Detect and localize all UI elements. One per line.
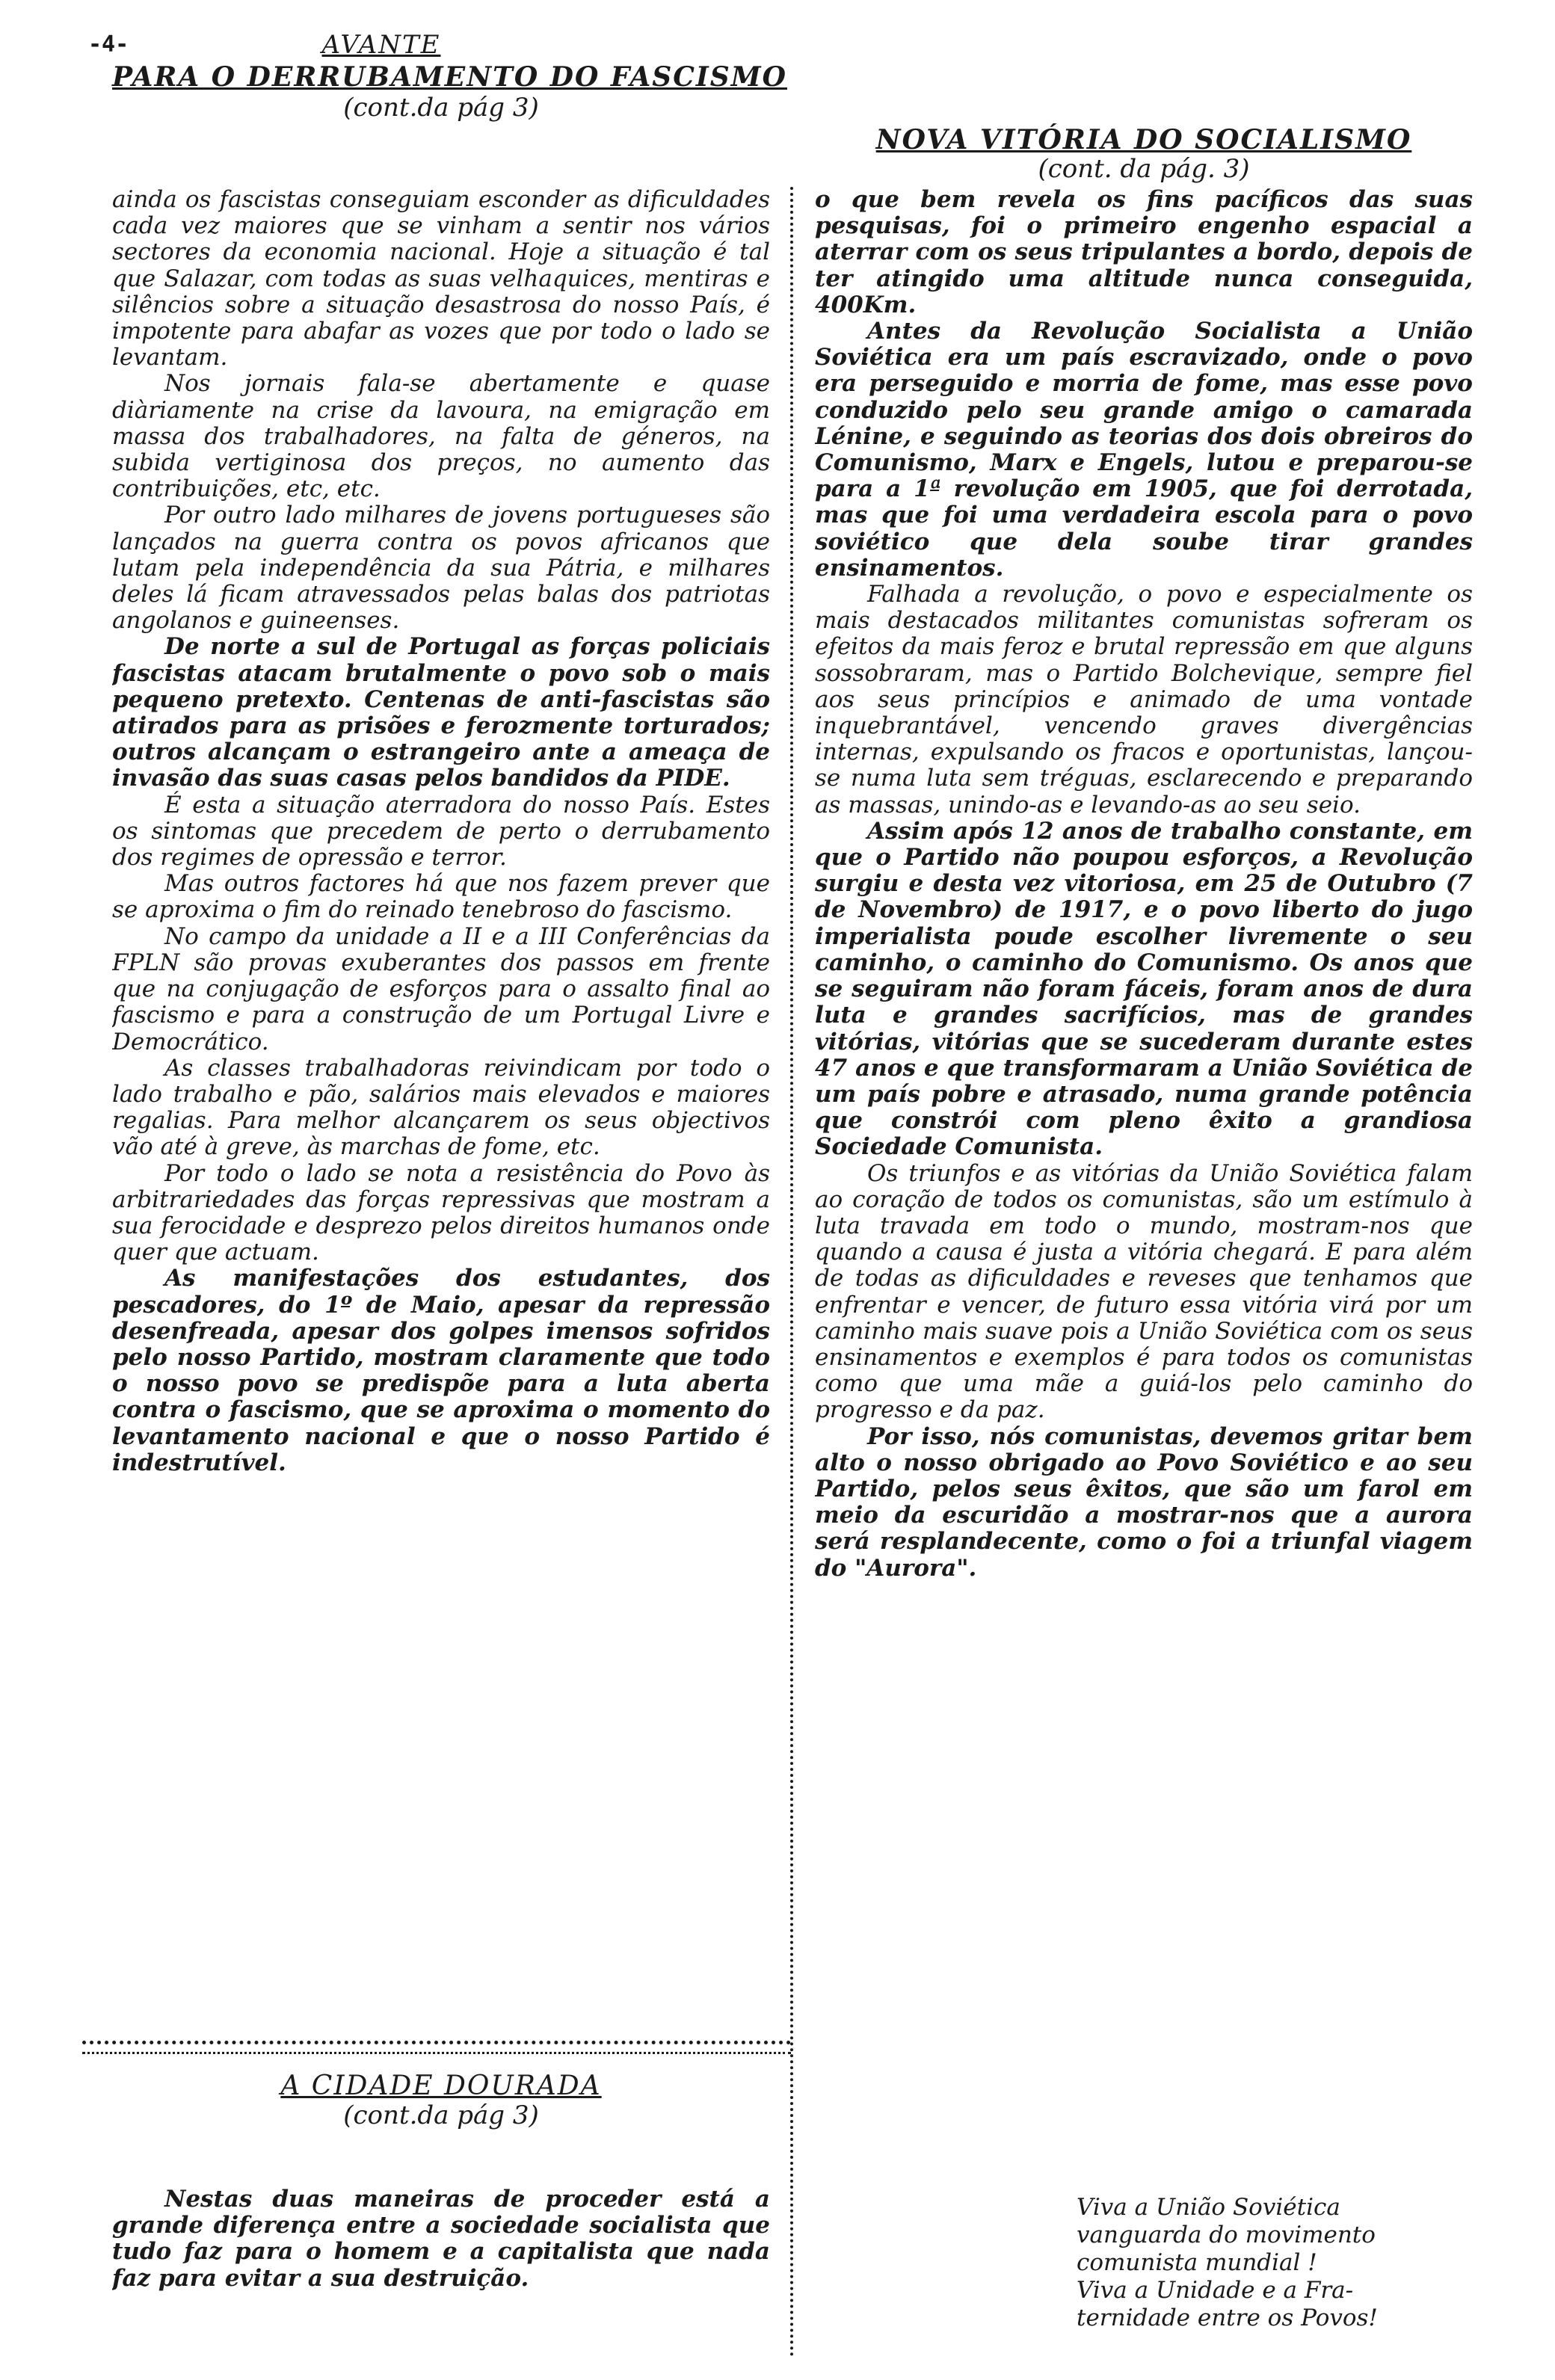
paragraph: As manifestações dos estudantes, dos pescadores, do 1º de Maio, apesar da repressão desenfreada, apesar dos golpes imensos sofridos pelo nosso Partido, mostram claramente que todo o nosso povo se predispõe para a luta aberta contra o fascismo, que se aproxima o momento do levantamento nacional e que o nosso Partido é indestrutível. (112, 1265, 770, 1476)
paragraph: Nestas duas maneiras de proceder está a grande diferença entre a sociedade socialista que tudo faz para o homem e a capitalista que nada faz para evitar a sua destruição. (112, 2186, 770, 2292)
paragraph: Por isso, nós comunistas, devemos gritar bem alto o nosso obrigado ao Povo Soviético e ao seu Partido, pelos seus êxitos, que são um farol em meio da escuridão a mostrar-nos que a aurora será resplandecente, como o foi a triunfal viagem do "Aurora". (815, 1422, 1473, 1582)
paragraph: ainda os fascistas conseguiam esconder as dificuldades cada vez maiores que se vinham a sentir nos vários sectores da economia nacional. Hoje a situação é tal que Salazar, com todas as suas velhaquices, mentiras e silêncios sobre a situação desastrosa do nosso País, é impotente para abafar as vozes que por todo o lado se levantam. (112, 187, 770, 372)
paragraph: Os triunfos e as vitórias da União Soviética falam ao coração de todos os comunistas, são um estímulo à luta travada em todo o mundo, mostram-nos que quando a causa é justa a vitória chegará. E para além de todas as dificuldades e reveses que tenhamos que enfrentar e vencer, de futuro essa vitória virá por um caminho mais suave pois a União Soviética com os seus ensinamentos e exemplos é para todos os comunistas como que uma mãe a guiá-los pelo caminho do progresso e da paz. (815, 1159, 1473, 1424)
slogan-line: vanguarda do movimento (1077, 2222, 1376, 2248)
left-article-body (112, 187, 770, 2011)
paragraph: Assim após 12 anos de trabalho constante, em que o Partido não poupou esforços, a Revolução surgiu e desta vez vitoriosa, em 25 de Outubro (7 de Novembro) de 1917, e o povo liberto do jugo imperialista poude escolher livremente o seu caminho, o caminho do Comunismo. Os anos que se seguiram não foram fáceis, foram anos de dura luta e grandes sacrifícios, mas de grandes vitórias, vitórias que se sucederam durante estes 47 anos e que transformaram a União Soviética de um país pobre e atrasado, numa grande potência que constrói com pleno êxito a grandiosa Sociedade Comunista. (815, 817, 1473, 1161)
bottom-article-title: A CIDADE DOURADA (280, 2071, 602, 2101)
column-divider (790, 187, 793, 2358)
paragraph: Antes da Revolução Socialista a União Soviética era um país escravizado, onde o povo era perseguido e morria de fome, mas esse povo conduzido pelo seu grande amigo o camarada Lénine, e seguindo as teorias dos dois obreiros do Comunismo, Marx e Engels, lutou e preparou-se para a 1ª revolução em 1905, que foi derrotada, mas que foi uma verdadeira escola para o povo soviético que dela soube tirar grandes ensinamentos. (815, 318, 1473, 582)
paragraph: As classes trabalhadoras reivindicam por todo o lado trabalho e pão, salários mais elevados e maiores regalias. Para melhor alcançarem os seus objectivos vão até à greve, às marchas de fome, etc. (112, 1054, 770, 1161)
slogan-line: ternidade entre os Povos! (1077, 2305, 1378, 2331)
bottom-article-body (112, 2186, 770, 2358)
page-number: -4- (88, 31, 129, 58)
paragraph: É esta a situação aterradora do nosso País. Estes os sintomas que precedem de perto o derrubamento dos regimes de opressão e terror. (112, 791, 770, 872)
paragraph: De norte a sul de Portugal as forças policiais fascistas atacam brutalmente o povo sob o mais pequeno pretexto. Centenas de anti-fascistas são atirados para as prisões e ferozmente torturados; outros alcançam o estrangeiro ante a ameaça de invasão das suas casas pelos bandidos da PIDE. (112, 633, 770, 792)
slogan-line: comunista mundial ! (1077, 2249, 1317, 2276)
paragraph: Nos jornais fala-se abertamente e quase diàriamente na crise da lavoura, na emigração em massa dos trabalhadores, na falta de géneros, na subida vertiginosa dos preços, no aumento das contribuições, etc, etc. (112, 370, 770, 503)
closing-slogan (1077, 2194, 1495, 2332)
paragraph: Falhada a revolução, o povo e especialmente os mais destacados militantes comunistas sofreram os efeitos da mais feroz e brutal repressão em que alguns sossobraram, mas o Partido Bolchevique, sempre fiel aos seus princípios e animado de uma vontade inquebrantável, vencendo graves divergências internas, expulsando os fracos e oportunistas, lançou-se numa luta sem tréguas, esclarecendo e preparando as massas, unindo-as e levando-as ao seu seio. (815, 581, 1473, 818)
paragraph: o que bem revela os fins pacíficos das suas pesquisas, foi o primeiro engenho espacial a aterrar com os seus tripulantes a bordo, depois de ter atingido uma altitude nunca conseguida, 400Km. (815, 187, 1473, 318)
right-article-body (815, 187, 1473, 2168)
right-article-continuation: (cont. da pág. 3) (1038, 154, 1250, 184)
slogan-line: Viva a União Soviética (1077, 2194, 1340, 2221)
slogan-line: Viva a Unidade e a Fra- (1077, 2277, 1354, 2304)
right-article-title: NOVA VITÓRIA DO SOCIALISMO (875, 124, 1412, 155)
paragraph: Por todo o lado se nota a resistência do Povo às arbitrariedades das forças repressivas que mostram a sua ferocidade e desprezo pelos direitos humanos onde quer que actuam. (112, 1159, 770, 1266)
section-divider (82, 2052, 791, 2054)
masthead: AVANTE (321, 30, 441, 60)
section-divider (82, 2041, 791, 2044)
paragraph: Mas outros factores há que nos fazem prever que se aproxima o fim do reinado tenebroso do fascismo. (112, 870, 770, 924)
paragraph: No campo da unidade a II e a III Conferências da FPLN são provas exuberantes dos passos em frente que na conjugação de esforços para o assalto final ao fascismo e para a construção de um Portugal Livre e Democrático. (112, 922, 770, 1055)
left-article-title: PARA O DERRUBAMENTO DO FASCISMO (112, 61, 787, 93)
bottom-article-continuation: (cont.da pág 3) (343, 2100, 539, 2130)
paragraph: Por outro lado milhares de jovens portugueses são lançados na guerra contra os povos africanos que lutam pela independência da sua Pátria, e milhares deles lá ficam atravessados pelas balas dos patriotas angolanos e guineenses. (112, 502, 770, 635)
left-article-continuation: (cont.da pág 3) (343, 93, 539, 123)
